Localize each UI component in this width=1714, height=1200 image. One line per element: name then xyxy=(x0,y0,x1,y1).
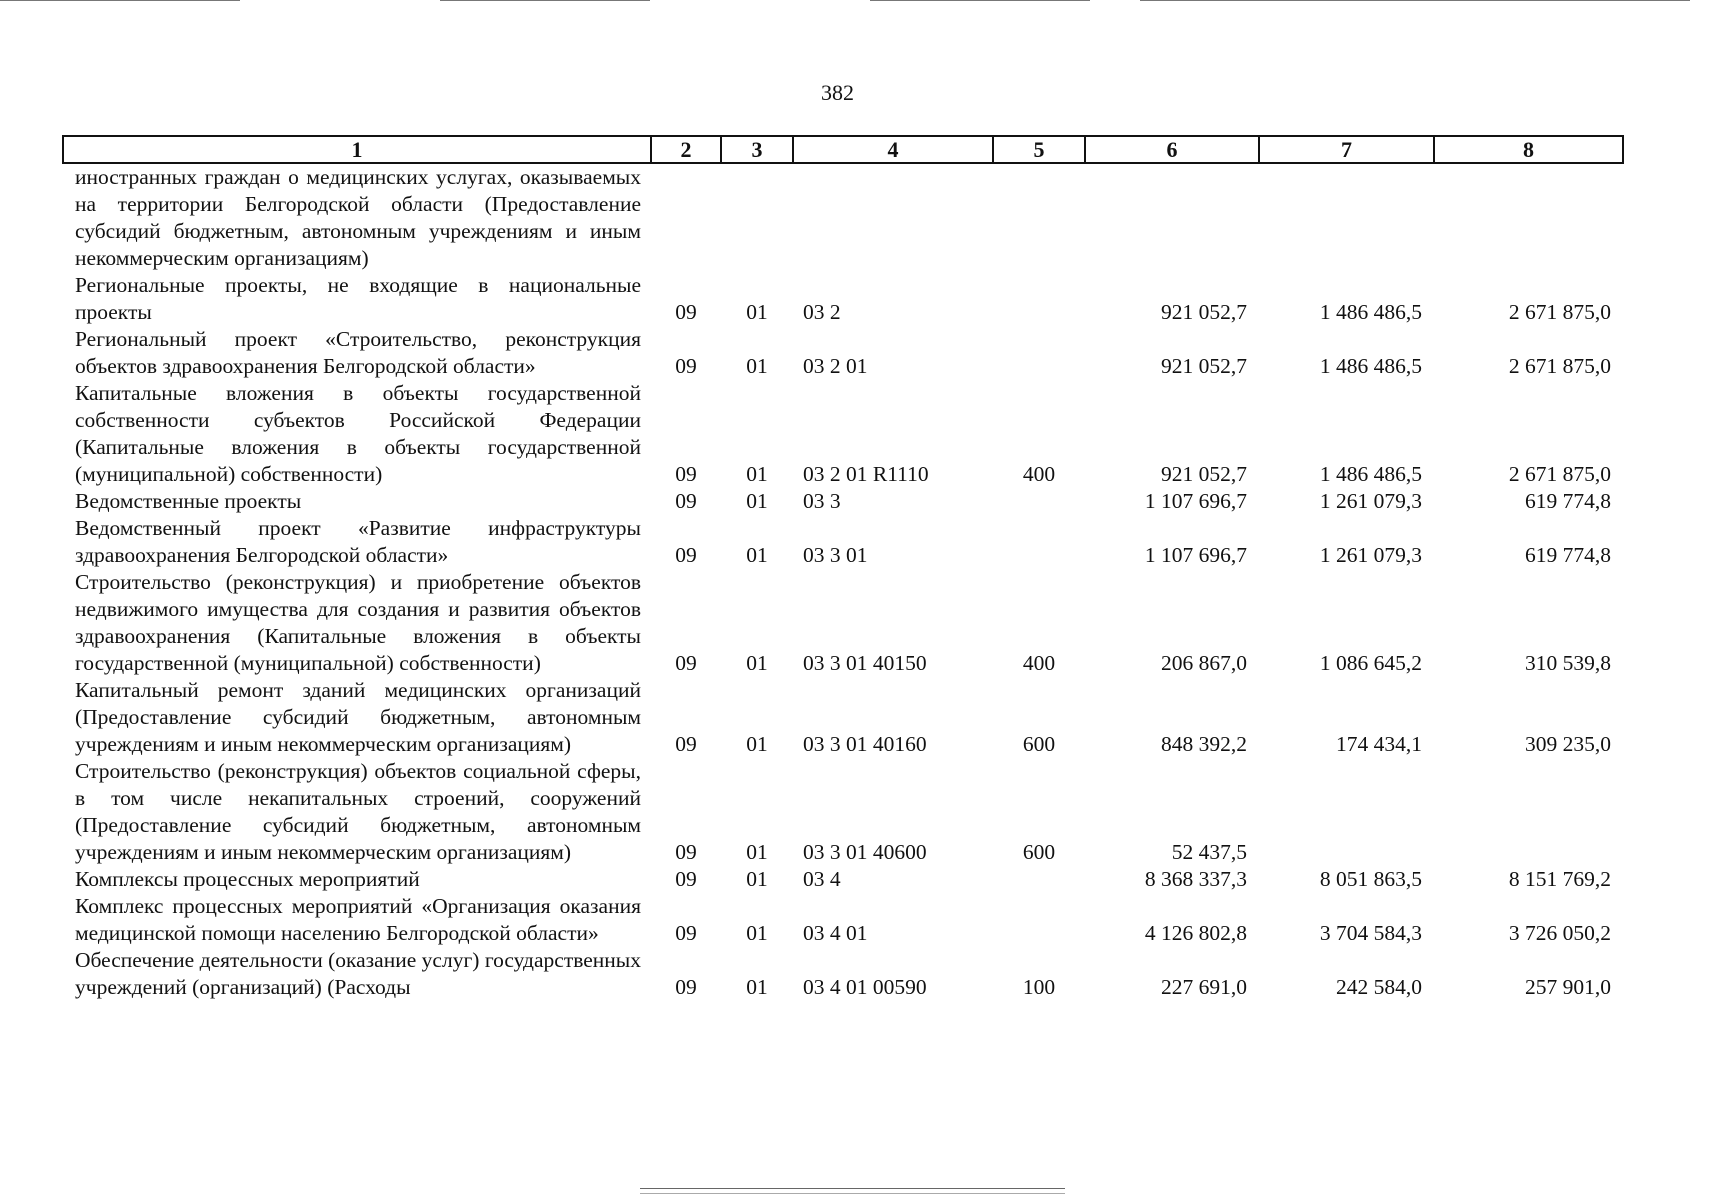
ministry-code-cell: 09 xyxy=(675,840,697,864)
scan-edge-line xyxy=(1140,0,1380,1)
section-code-cell: 01 xyxy=(746,732,768,756)
budget-table xyxy=(62,135,1624,1001)
expense-type-cell xyxy=(993,488,1085,515)
ministry-code-cell: 09 xyxy=(675,867,697,891)
table-row xyxy=(63,677,1623,758)
amount-col8-cell xyxy=(1434,758,1623,866)
target-article-cell: 03 2 01 xyxy=(803,354,868,378)
table-row xyxy=(63,488,1623,515)
table-row xyxy=(63,866,1623,893)
section-code-cell: 01 xyxy=(746,651,768,675)
expense-type-cell xyxy=(993,272,1085,326)
target-article-cell: 03 4 01 xyxy=(803,921,868,945)
amount-col7-cell: 1 261 079,3 xyxy=(1319,543,1422,567)
amount-col6-cell: 921 052,7 xyxy=(1161,354,1247,378)
column-header: 1 xyxy=(63,136,651,163)
row-name-cell: Комплексы процессных мероприятий xyxy=(75,867,420,891)
amount-col6-cell: 8 368 337,3 xyxy=(1144,867,1247,891)
section-code-cell: 01 xyxy=(746,543,768,567)
amount-col8-cell xyxy=(1434,163,1623,272)
row-name-cell: Комплекс процессных мероприятий «Организация оказания медицинской помощи населению Белгородской области» xyxy=(75,894,641,945)
section-code-cell: 01 xyxy=(746,840,768,864)
ministry-code-cell: 09 xyxy=(675,543,697,567)
expense-type-cell xyxy=(993,326,1085,380)
amount-col8-cell: 619 774,8 xyxy=(1525,489,1611,513)
amount-col6-cell: 848 392,2 xyxy=(1161,732,1247,756)
amount-col7-cell: 8 051 863,5 xyxy=(1319,867,1422,891)
target-article-cell: 03 2 01 R1110 xyxy=(803,462,929,486)
amount-col8-cell: 309 235,0 xyxy=(1525,732,1611,756)
amount-col7-cell xyxy=(1259,163,1434,272)
scan-edge-line xyxy=(0,0,240,1)
section-code-cell: 01 xyxy=(746,462,768,486)
column-header: 6 xyxy=(1085,136,1259,163)
section-code-cell: 01 xyxy=(746,300,768,324)
table-row xyxy=(63,272,1623,326)
row-name-cell: Строительство (реконструкция) объектов социальной сферы, в том числе некапитальных строений, сооружений (Предоставление субсидий бюджетным, автономным учреждениям и иным некоммерческим организациям) xyxy=(75,759,641,864)
target-article-cell: 03 3 01 40600 xyxy=(803,840,927,864)
row-name-cell: Региональный проект «Строительство, реконструкция объектов здравоохранения Белгородской области» xyxy=(75,327,641,378)
scan-edge-line xyxy=(640,1188,1065,1189)
table-row xyxy=(63,758,1623,866)
expense-type-cell: 400 xyxy=(1022,462,1056,486)
expense-type-cell xyxy=(993,893,1085,947)
amount-col8-cell: 619 774,8 xyxy=(1525,543,1611,567)
column-header: 5 xyxy=(993,136,1085,163)
section-code-cell xyxy=(721,163,793,272)
amount-col8-cell: 2 671 875,0 xyxy=(1508,300,1611,324)
row-name-cell: Строительство (реконструкция) и приобретение объектов недвижимого имущества для создания и развития объектов здравоохранения (Капитальные вложения в объекты государственной (муниципальной) собственности) xyxy=(75,570,641,675)
amount-col6-cell xyxy=(1085,163,1259,272)
amount-col6-cell: 921 052,7 xyxy=(1161,462,1247,486)
ministry-code-cell: 09 xyxy=(675,732,697,756)
scan-edge-line xyxy=(640,1193,1065,1194)
section-code-cell: 01 xyxy=(746,489,768,513)
table-row xyxy=(63,569,1623,677)
amount-col8-cell: 310 539,8 xyxy=(1525,651,1611,675)
amount-col6-cell: 1 107 696,7 xyxy=(1144,489,1247,513)
scan-edge-line xyxy=(870,0,1090,1)
section-code-cell: 01 xyxy=(746,975,768,999)
amount-col7-cell xyxy=(1259,758,1434,866)
row-name-cell: Региональные проекты, не входящие в национальные проекты xyxy=(75,273,641,324)
table-row xyxy=(63,515,1623,569)
page-number: 382 xyxy=(821,80,854,105)
amount-col8-cell: 3 726 050,2 xyxy=(1508,921,1611,945)
row-name-cell: Капитальные вложения в объекты государственной собственности субъектов Российской Федерации (Капитальные вложения в объекты государственной (муниципальной) собственности) xyxy=(75,381,641,486)
target-article-cell xyxy=(793,163,993,272)
amount-col8-cell: 2 671 875,0 xyxy=(1508,354,1611,378)
amount-col8-cell: 257 901,0 xyxy=(1525,975,1611,999)
section-code-cell: 01 xyxy=(746,921,768,945)
ministry-code-cell xyxy=(651,163,721,272)
ministry-code-cell: 09 xyxy=(675,651,697,675)
target-article-cell: 03 3 01 40160 xyxy=(803,732,927,756)
column-header: 3 xyxy=(721,136,793,163)
amount-col7-cell: 1 261 079,3 xyxy=(1319,489,1422,513)
amount-col6-cell: 227 691,0 xyxy=(1161,975,1247,999)
target-article-cell: 03 4 xyxy=(803,867,841,891)
row-name-cell: Ведомственные проекты xyxy=(75,489,302,513)
scan-edge-line xyxy=(440,0,650,1)
ministry-code-cell: 09 xyxy=(675,489,697,513)
ministry-code-cell: 09 xyxy=(675,462,697,486)
expense-type-cell: 100 xyxy=(1022,975,1056,999)
table-row xyxy=(63,947,1623,1001)
row-name-cell: иностранных граждан о медицинских услугах, оказываемых на территории Белгородской области (Предоставление субсидий бюджетным, автономным учреждениям и иным некоммерческим организациям) xyxy=(75,165,641,270)
ministry-code-cell: 09 xyxy=(675,300,697,324)
target-article-cell: 03 3 01 xyxy=(803,543,868,567)
ministry-code-cell: 09 xyxy=(675,975,697,999)
row-name-cell: Обеспечение деятельности (оказание услуг) государственных учреждений (организаций) (Расходы xyxy=(75,948,641,999)
row-name-cell: Капитальный ремонт зданий медицинских организаций (Предоставление субсидий бюджетным, автономным учреждениям и иным некоммерческим организациям) xyxy=(75,678,641,756)
amount-col7-cell: 1 086 645,2 xyxy=(1319,651,1422,675)
expense-type-cell xyxy=(993,163,1085,272)
target-article-cell: 03 3 xyxy=(803,489,841,513)
expense-type-cell xyxy=(993,866,1085,893)
amount-col7-cell: 174 434,1 xyxy=(1336,732,1422,756)
amount-col6-cell: 921 052,7 xyxy=(1161,300,1247,324)
target-article-cell: 03 3 01 40150 xyxy=(803,651,927,675)
table-row xyxy=(63,380,1623,488)
amount-col7-cell: 1 486 486,5 xyxy=(1319,462,1422,486)
expense-type-cell: 600 xyxy=(1022,840,1056,864)
amount-col8-cell: 2 671 875,0 xyxy=(1508,462,1611,486)
row-name-cell: Ведомственный проект «Развитие инфраструктуры здравоохранения Белгородской области» xyxy=(75,516,641,567)
column-header: 2 xyxy=(651,136,721,163)
table-row xyxy=(63,893,1623,947)
amount-col6-cell: 52 437,5 xyxy=(1171,840,1247,864)
amount-col8-cell: 8 151 769,2 xyxy=(1508,867,1611,891)
amount-col7-cell: 1 486 486,5 xyxy=(1319,300,1422,324)
amount-col7-cell: 3 704 584,3 xyxy=(1319,921,1422,945)
expense-type-cell xyxy=(993,515,1085,569)
section-code-cell: 01 xyxy=(746,867,768,891)
amount-col6-cell: 1 107 696,7 xyxy=(1144,543,1247,567)
amount-col6-cell: 4 126 802,8 xyxy=(1144,921,1247,945)
table-row xyxy=(63,163,1623,272)
expense-type-cell: 600 xyxy=(1022,732,1056,756)
amount-col7-cell: 242 584,0 xyxy=(1336,975,1422,999)
target-article-cell: 03 2 xyxy=(803,300,841,324)
ministry-code-cell: 09 xyxy=(675,354,697,378)
table-header-row xyxy=(63,136,1623,163)
expense-type-cell: 400 xyxy=(1022,651,1056,675)
scan-edge-line xyxy=(1370,0,1690,1)
amount-col6-cell: 206 867,0 xyxy=(1161,651,1247,675)
column-header: 4 xyxy=(793,136,993,163)
column-header: 7 xyxy=(1259,136,1434,163)
ministry-code-cell: 09 xyxy=(675,921,697,945)
section-code-cell: 01 xyxy=(746,354,768,378)
table-row xyxy=(63,326,1623,380)
amount-col7-cell: 1 486 486,5 xyxy=(1319,354,1422,378)
target-article-cell: 03 4 01 00590 xyxy=(803,975,927,999)
column-header: 8 xyxy=(1434,136,1623,163)
